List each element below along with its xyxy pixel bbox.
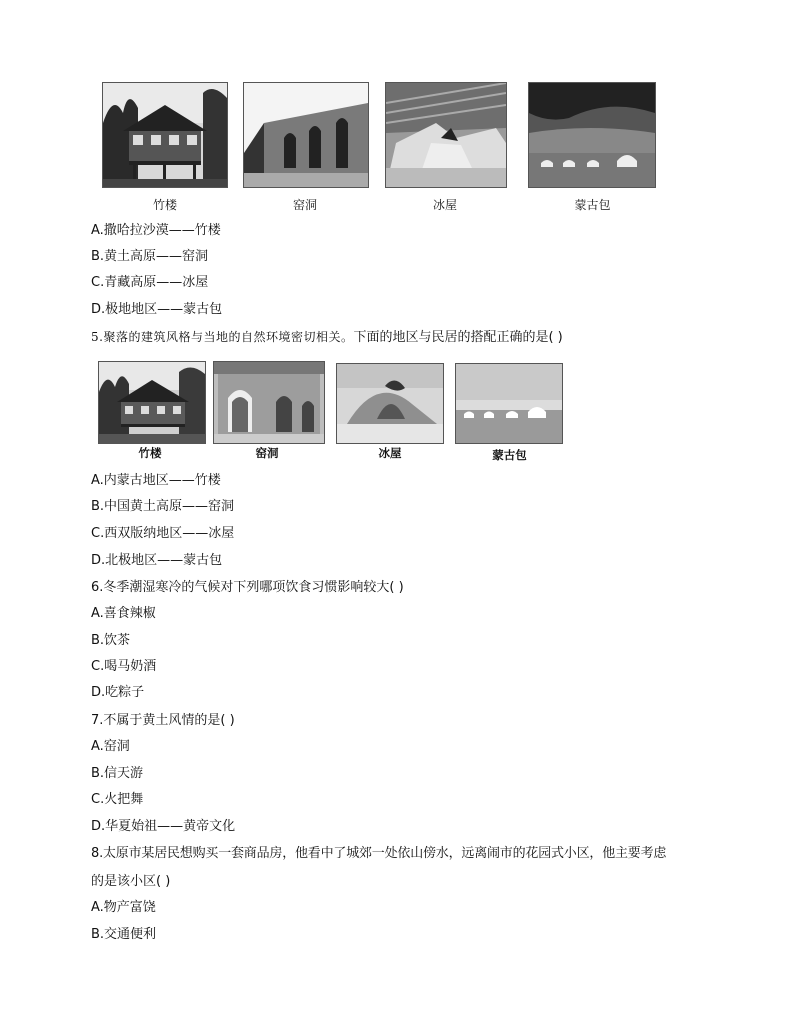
caption-cave-dwelling: 窑洞 bbox=[292, 198, 317, 212]
q8-stem-line2: 的是该小区( ) bbox=[91, 874, 171, 889]
igloo-photo-2 bbox=[336, 363, 444, 444]
bamboo-house-photo bbox=[102, 82, 228, 188]
caption-igloo-2: 冰屋 bbox=[378, 446, 402, 460]
bamboo-house-photo-2 bbox=[98, 361, 206, 444]
q8-option-b: B.交通便利 bbox=[91, 927, 157, 942]
q5-stem-part-a: 5.聚落的建筑风格与当地的自然环境密切相关。 bbox=[91, 330, 354, 344]
yurt-photo bbox=[528, 82, 656, 188]
q5-option-c: C.西双版纳地区——冰屋 bbox=[91, 526, 235, 541]
caption-yurt: 蒙古包 bbox=[574, 198, 611, 212]
q5-stem bbox=[91, 329, 563, 346]
q7-option-d: D.华夏始祖——黄帝文化 bbox=[91, 819, 236, 834]
q7-option-c: C.火把舞 bbox=[91, 792, 144, 807]
caption-igloo: 冰屋 bbox=[432, 198, 457, 212]
q6-option-c: C.喝马奶酒 bbox=[91, 659, 157, 674]
caption-bamboo-house: 竹楼 bbox=[152, 198, 177, 212]
q5-option-d: D.北极地区——蒙古包 bbox=[91, 553, 223, 568]
igloo-photo bbox=[385, 82, 507, 188]
cave-dwelling-photo-2 bbox=[213, 361, 325, 444]
q4-option-c: C.青藏高原——冰屋 bbox=[91, 275, 209, 290]
q8-stem-line1: 8.太原市某居民想购买一套商品房，他看中了城郊一处依山傍水，远离闹市的花园式小区，他主要考虑 bbox=[91, 846, 667, 861]
caption-yurt-2: 蒙古包 bbox=[492, 448, 527, 462]
q8-option-a: A.物产富饶 bbox=[91, 900, 156, 915]
q4-option-d: D.极地地区——蒙古包 bbox=[91, 302, 223, 317]
q7-option-b: B.信天游 bbox=[91, 766, 144, 781]
q5-option-b: B.中国黄土高原——窑洞 bbox=[91, 499, 235, 514]
q7-stem: 7.不属于黄土风情的是( ) bbox=[91, 713, 235, 728]
q4-option-b: B.黄土高原——窑洞 bbox=[91, 249, 209, 264]
caption-bamboo-house-2: 竹楼 bbox=[138, 446, 162, 460]
yurt-photo-2 bbox=[455, 363, 563, 444]
q5-option-a: A.内蒙古地区——竹楼 bbox=[91, 473, 221, 488]
q4-option-a: A.撒哈拉沙漠——竹楼 bbox=[91, 223, 221, 238]
cave-dwelling-photo bbox=[243, 82, 369, 188]
q6-stem: 6.冬季潮湿寒冷的气候对下列哪项饮食习惯影响较大( ) bbox=[91, 580, 404, 595]
caption-cave-dwelling-2: 窑洞 bbox=[255, 446, 279, 460]
q5-stem-part-b: 下面的地区与民居的搭配正确的是( ) bbox=[353, 330, 563, 345]
q7-option-a: A.窑洞 bbox=[91, 739, 130, 754]
q6-option-d: D.吃粽子 bbox=[91, 685, 145, 700]
q6-option-b: B.饮茶 bbox=[91, 633, 131, 648]
q6-option-a: A.喜食辣椒 bbox=[91, 606, 156, 621]
